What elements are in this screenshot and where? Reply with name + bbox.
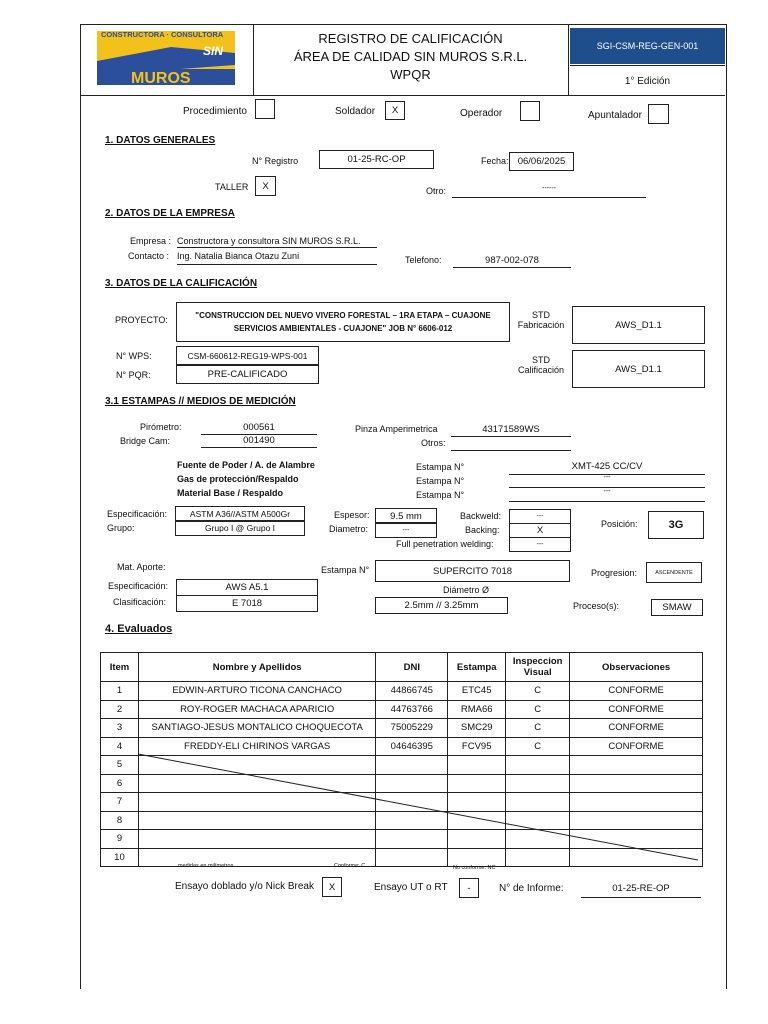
posicion-field[interactable]: 3G [648,511,704,539]
contacto-value[interactable]: Ing. Natalia Bianca Otazu Zuni [177,251,300,261]
backing-label: Backing: [465,525,500,535]
informe-value[interactable]: 01-25-RE-OP [612,883,670,894]
column-header: DNI [376,653,448,682]
backing-field[interactable]: X [509,523,571,538]
esp-aporte-label: Especificación: [108,581,169,591]
informe-underline [581,897,701,898]
operador-label: Operador [460,108,503,119]
fecha-field[interactable]: 06/06/2025 [509,152,574,171]
name-cell[interactable]: FREDDY-ELI CHIRINOS VARGAS [138,737,375,756]
contacto-label: Contacto : [128,251,170,261]
section-datos-generales: 1. DATOS GENERALES [105,135,216,146]
table-row [101,700,703,719]
empresa-value[interactable]: Constructora y consultora SIN MUROS S.R.L. [177,236,361,246]
estampa1-value[interactable]: XMT-425 CC/CV [571,461,643,472]
estampa2-value[interactable]: --- [603,474,611,481]
informe-label: N° de Informe: [499,883,564,894]
inspeccion-cell[interactable]: C [506,737,570,756]
estampa-aporte-field[interactable]: SUPERCITO 7018 [375,560,570,582]
registro-field[interactable]: 01-25-RC-OP [319,150,434,169]
table-header-row [101,653,703,682]
fuente-label: Fuente de Poder / A. de Alambre [177,460,315,470]
bridge-value[interactable]: 001490 [243,435,275,446]
column-header: Estampa [448,653,506,682]
title-line-1: REGISTRO DE CALIFICACIÓN [318,31,503,46]
taller-checkbox[interactable]: X [255,176,276,196]
proyecto-field[interactable] [176,302,510,342]
material-label: Material Base / Respaldo [177,488,284,498]
proyecto-line-2: SERVICIOS AMBIENTALES - CUAJONE" JOB N° 6606-012 [233,324,453,333]
observaciones-cell[interactable]: CONFORME [570,682,703,701]
fecha-label: Fecha: [481,156,509,166]
fullpen-label: Full penetration welding: [396,539,494,549]
company-logo [81,25,254,95]
form-header [81,25,725,96]
title-line-2: ÁREA DE CALIDAD SIN MUROS S.R.L. [293,49,528,64]
pinza-underline [451,436,571,437]
soldador-label: Soldador [335,106,376,117]
logo-mid-text: SIN [203,44,224,58]
item-cell[interactable]: 5 [101,756,139,775]
diam-aporte-label: Diámetro Ø [443,585,490,595]
clasif-field[interactable]: E 7018 [176,595,318,612]
estampa-cell[interactable]: FCV95 [448,737,506,756]
std-fab-label-1: STD [532,310,550,320]
backweld-field[interactable]: --- [509,509,571,524]
estampa-aporte-label: Estampa N° [321,565,370,575]
diametro-field[interactable]: --- [375,522,437,538]
estampa2-label: Estampa N° [416,476,465,486]
item-cell[interactable]: 6 [101,774,139,793]
inspeccion-cell[interactable]: C [506,719,570,738]
pqr-label: N° PQR: [116,370,151,380]
inspeccion-cell[interactable]: C [506,682,570,701]
clasif-label: Clasificación: [113,597,167,607]
ensayo-ut-checkbox[interactable]: - [459,878,479,898]
item-cell[interactable]: 10 [101,848,139,867]
mat-aporte-label: Mat. Aporte: [117,562,166,572]
pirometro-label: Pirómetro: [140,422,182,432]
diam-aporte-field[interactable]: 2.5mm // 3.25mm [375,597,508,614]
item-cell[interactable]: 4 [101,737,139,756]
std-cal-field[interactable]: AWS_D1.1 [572,350,705,388]
espesor-label: Espesor: [334,510,370,520]
especificacion-label: Especificación: [107,509,168,519]
operador-checkbox[interactable] [520,101,540,121]
taller-label: TALLER [215,182,249,192]
dni-cell[interactable]: 75005229 [376,719,448,738]
table-row [101,682,703,701]
std-cal-label [515,355,567,375]
table-row [101,719,703,738]
apuntalador-label: Apuntalador [588,110,642,121]
item-cell[interactable]: 3 [101,719,139,738]
observaciones-cell[interactable]: CONFORME [570,737,703,756]
std-cal-label-1: STD [532,355,550,365]
soldador-checkbox[interactable]: X [385,101,405,120]
ensayo-doblado-checkbox[interactable]: X [322,877,342,897]
item-cell[interactable]: 1 [101,682,139,701]
estampa3-value[interactable]: --- [603,488,611,495]
especificacion-field[interactable]: ASTM A36//ASTM A500Gr [175,506,305,522]
section-estampas: 3.1 ESTAMPAS // MEDIOS DE MEDICIÓN [105,396,296,407]
posicion-label: Posición: [601,519,638,529]
item-cell[interactable]: 9 [101,830,139,849]
observaciones-cell[interactable]: CONFORME [570,719,703,738]
std-fab-field[interactable]: AWS_D1.1 [572,306,705,344]
observaciones-cell[interactable]: CONFORME [570,700,703,719]
name-cell[interactable]: EDWIN-ARTURO TICONA CANCHACO [138,682,375,701]
estampa-cell[interactable]: SMC29 [448,719,506,738]
pqr-field[interactable]: PRE-CALIFICADO [176,364,319,384]
otro-underline [452,197,646,198]
estampa1-label: Estampa N° [416,462,465,472]
estampa3-label: Estampa N° [416,490,465,500]
inspeccion-cell[interactable]: C [506,700,570,719]
progresion-field[interactable]: ASCENDENTE [646,562,702,583]
item-cell[interactable]: 7 [101,793,139,812]
dni-cell[interactable]: 44763766 [376,700,448,719]
section-evaluados: 4. Evaluados [105,623,173,635]
proceso-label: Proceso(s): [573,601,620,611]
form-title [253,25,569,95]
column-header: Inspeccion Visual [506,653,570,682]
telefono-underline [453,267,571,268]
telefono-label: Telefono: [405,255,442,265]
title-line-3: WPQR [390,67,431,82]
pinza-value[interactable]: 43171589WS [482,424,540,435]
diametro-label: Diametro: [329,524,369,534]
wps-field[interactable]: CSM-660612-REG19-WPS-001 [176,346,319,366]
procedimiento-checkbox[interactable] [255,99,275,119]
name-cell[interactable]: SANTIAGO-JESUS MONTALICO CHOQUECOTA [138,719,375,738]
void-strike-line [138,752,703,862]
ensayo-ut-label: Ensayo UT o RT [374,882,448,893]
edition: 1° Edición [570,65,725,96]
procedimiento-label: Procedimiento [183,106,247,117]
otros-label: Otros: [421,438,446,448]
proceso-field[interactable]: SMAW [651,599,703,616]
backweld-label: Backweld: [460,511,502,521]
column-header: Nombre y Apellidos [138,653,375,682]
grupo-field[interactable]: Grupo I @ Grupo I [175,520,305,536]
telefono-value[interactable]: 987-002-078 [485,255,539,266]
grupo-label: Grupo: [107,523,135,533]
column-header: Observaciones [570,653,703,682]
name-cell[interactable]: ROY-ROGER MACHACA APARICIO [138,700,375,719]
apuntalador-checkbox[interactable] [648,104,669,124]
bridge-underline [201,447,317,448]
note-no-conforme: No conforme: NC [453,865,496,871]
progresion-label: Progresion: [591,568,638,578]
gas-label: Gas de protección/Respaldo [177,474,299,484]
note-medidas: medidas en milímetros [178,863,234,869]
bridge-label: Bridge Cam: [120,436,171,446]
estampa-cell[interactable]: RMA66 [448,700,506,719]
section-datos-calificacion: 3. DATOS DE LA CALIFICACIÓN [105,278,258,289]
otros-underline [451,450,571,451]
wps-label: N° WPS: [116,351,152,361]
proyecto-label: PROYECTO: [115,315,168,325]
esp-aporte-field[interactable]: AWS A5.1 [176,579,318,596]
section-datos-empresa: 2. DATOS DE LA EMPRESA [105,208,235,219]
espesor-field[interactable]: 9.5 mm [375,508,437,524]
estampa-cell[interactable]: ETC45 [448,682,506,701]
column-header: Item [101,653,139,682]
ensayo-doblado-label: Ensayo doblado y/o Nick Break [175,881,314,892]
std-cal-label-2: Calificación [517,365,565,375]
registro-label: N° Registro [252,156,299,166]
dni-cell[interactable]: 44866745 [376,682,448,701]
dni-cell[interactable]: 04646395 [376,737,448,756]
estampa3-underline [509,501,705,502]
empresa-underline [177,247,377,248]
pinza-label: Pinza Amperimetrica [355,424,438,434]
item-cell[interactable]: 8 [101,811,139,830]
logo-main-text: MUROS [131,70,191,87]
otro-label: Otro: [426,186,447,196]
fullpen-field[interactable]: --- [509,537,571,552]
proyecto-line-1: "CONSTRUCCION DEL NUEVO VIVERO FORESTAL – 1RA ETAPA – CUAJONE [195,311,491,320]
contacto-underline [177,264,377,265]
std-fab-label [515,310,567,330]
pirometro-value[interactable]: 000561 [243,422,275,433]
std-fab-label-2: Fabricación [517,320,565,330]
item-cell[interactable]: 2 [101,700,139,719]
otro-field[interactable]: ------ [542,185,556,192]
logo-top-text: CONSTRUCTORA · CONSULTORA [101,30,224,39]
form-page [80,24,727,989]
note-conforme: Conforme: C [334,863,366,869]
empresa-label: Empresa : [130,236,172,246]
document-code: SGI-CSM-REG-GEN-001 [570,28,725,64]
